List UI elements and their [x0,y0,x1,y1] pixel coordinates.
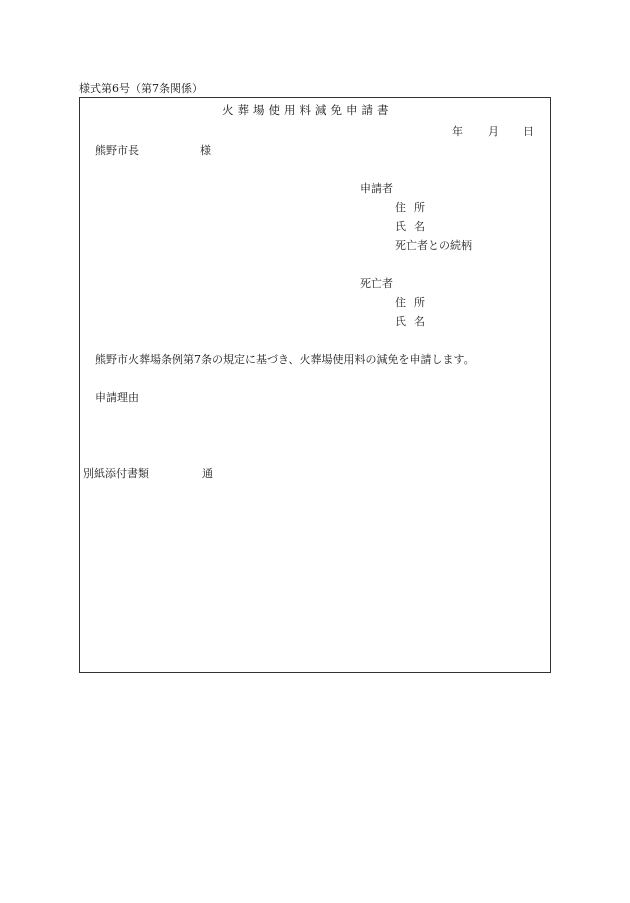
applicant-heading: 申請者 [360,182,393,195]
deceased-heading: 死亡者 [360,277,393,290]
applicant-relation-label: 死亡者との続柄 [395,239,472,252]
date-year-label: 年 [452,125,463,138]
attachments-count-unit: 通 [202,467,213,480]
form-number-label: 様式第6号（第7条関係） [79,82,203,95]
date-month-label: 月 [488,125,499,138]
reason-label: 申請理由 [95,391,139,404]
deceased-address-label: 住所 [395,296,433,309]
applicant-address-label: 住所 [395,201,433,214]
date-day-label: 日 [523,125,534,138]
document-title: 火葬場使用料減免申請書 [222,103,393,117]
attachments-label: 別紙添付書類 [83,467,149,480]
deceased-name-label: 氏名 [395,315,433,328]
addressee-name: 熊野市長 [95,144,139,157]
application-statement: 熊野市火葬場条例第7条の規定に基づき、火葬場使用料の減免を申請します。 [95,353,475,366]
applicant-name-label: 氏名 [395,220,433,233]
form-frame [79,97,551,673]
addressee-honorific: 様 [200,144,211,157]
